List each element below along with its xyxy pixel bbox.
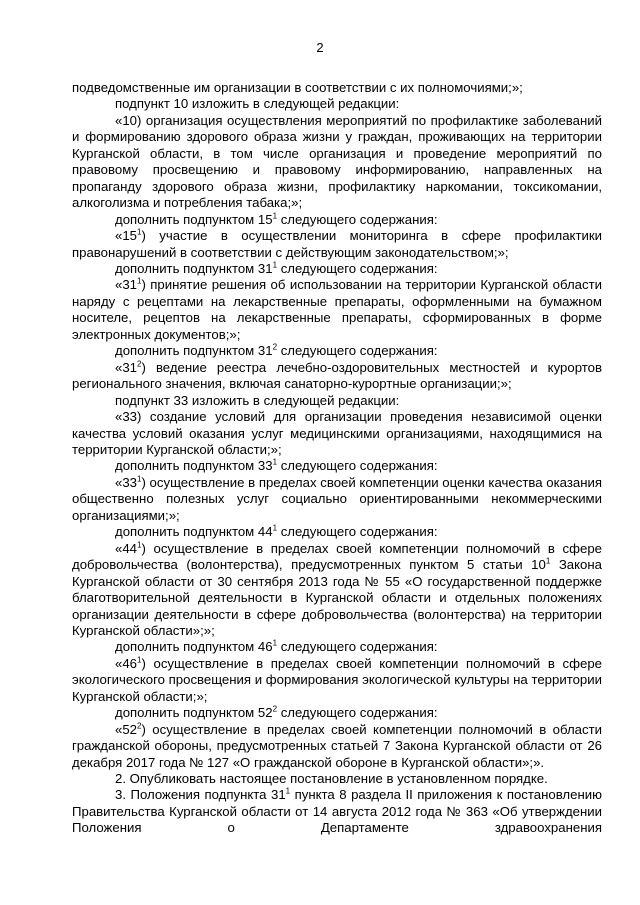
paragraph-add-31-2: дополнить подпунктом $31^2$ следующего содержания:: [115, 342, 438, 359]
superscript: 1: [272, 260, 278, 270]
paragraph-amend-10: подпункт 10 изложить в следующей редакции:: [115, 96, 400, 112]
paragraph-item-44-1: «$44^1$) осуществление в пределах своей компетенции полномочий в сфере добровольчества (волонтерства), предусмотренных пунктом 5 статьи $10^1$ Закона Курганской области от 30 сентября 2013 года № 55 «О государственной поддержке благотворительной деятельности в Курганской области и отдельных положениях организации деятельности в сфере добровольчества (волонтерства) на территории Курганской области»;»;: [72, 540, 602, 638]
paragraph-clause-2: 2. Опубликовать настоящее постановление в установленном порядке.: [115, 771, 548, 787]
paragraph-item-15-1: «$15^1$) участие в осуществлении мониторинга в сфере профилактики правонарушений в соответствии с действующим законодательством;»;: [72, 227, 602, 260]
paragraph-item-31-2: «$31^2$) ведение реестра лечебно-оздоровительных местностей и курортов регионального значения, включая санаторно-курортные организации;»;: [72, 359, 602, 392]
superscript: 1: [272, 639, 278, 649]
superscript: 1: [272, 458, 278, 468]
superscript: 2: [137, 721, 142, 731]
superscript: 1: [137, 474, 142, 484]
superscript: 2: [272, 704, 278, 714]
paragraph-item-33-1: «$33^1$) осуществление в пределах своей компетенции оценки качества оказания общественно полезных услуг социально ориентированными некоммерческими организациями;»;: [72, 474, 602, 523]
superscript: 1: [272, 211, 278, 221]
paragraph-item-33: «33) создание условий для организации проведения независимой оценки качества условий оказания услуг медицинскими организациями, находящимися на территории Курганской области;»;: [72, 409, 602, 457]
paragraph-add-46-1: дополнить подпунктом $46^1$ следующего содержания:: [115, 639, 438, 655]
paragraph-add-33-1: дополнить подпунктом $33^1$ следующего содержания:: [115, 458, 438, 474]
paragraph-add-52-2: дополнить подпунктом $52^2$ следующего содержания:: [115, 704, 438, 721]
paragraph-continuation: подведомственные им организации в соответствии с их полномочиями;»;: [72, 80, 523, 95]
paragraph-clause-3: 3. Положения подпункта $31^1$ пункта 8 раздела II приложения к постановлению Правительства Курганской области от 14 августа 2012 года № 363 «Об утверждении Положения о Департаменте здравоохранения: [72, 787, 603, 836]
superscript: 1: [137, 277, 142, 287]
paragraph-item-46-1: «$46^1$) осуществление в пределах своей компетенции полномочий в сфере экологического просвещения и формирования экологической культуры на территории Курганской области;»;: [72, 655, 602, 704]
superscript: 2: [137, 359, 142, 369]
paragraph-item-10: «10) организация осуществления мероприятий по профилактике заболеваний и формированию здорового образа жизни у граждан, проживающих на территории Курганской области, в том числе организация и проведение мероприятий по правовому просвещению и правовому информированию, направленных на пропаганду здорового образа жизни, профилактику наркомании, токсикомании, алкоголизма и потребления табака;»;: [72, 112, 602, 211]
document-body: [72, 80, 602, 837]
superscript: 1: [137, 655, 142, 665]
paragraph-item-52-2: «$52^2$) осуществление в пределах своей компетенции полномочий в области гражданской обороны, предусмотренных статьей 7 Закона Курганской области от 26 декабря 2017 года № 127 «О гражданской обороне в Курганской области»;».: [72, 721, 602, 770]
superscript: 1: [137, 540, 142, 550]
paragraph-amend-33: подпункт 33 изложить в следующей редакции:: [115, 392, 400, 408]
superscript: 1: [137, 227, 142, 237]
superscript: 1: [272, 523, 278, 533]
superscript: 1: [545, 556, 551, 566]
paragraph-add-44-1: дополнить подпунктом $44^1$ следующего содержания:: [115, 523, 438, 540]
page-number: 2: [316, 40, 324, 55]
paragraph-add-15-1: дополнить подпунктом $15^1$ следующего содержания:: [115, 211, 438, 227]
superscript: 2: [272, 342, 278, 352]
paragraph-add-31-1: дополнить подпунктом $31^1$ следующего содержания:: [115, 260, 438, 276]
superscript: 1: [285, 787, 291, 797]
paragraph-item-31-1: «$31^1$) принятие решения об использовании на территории Курганской области наряду с рецептами на лекарственные препараты, оформленными на бумажном носителе, рецептов на лекарственные препараты, сформированных в форме электронных документов;»;: [72, 277, 602, 342]
